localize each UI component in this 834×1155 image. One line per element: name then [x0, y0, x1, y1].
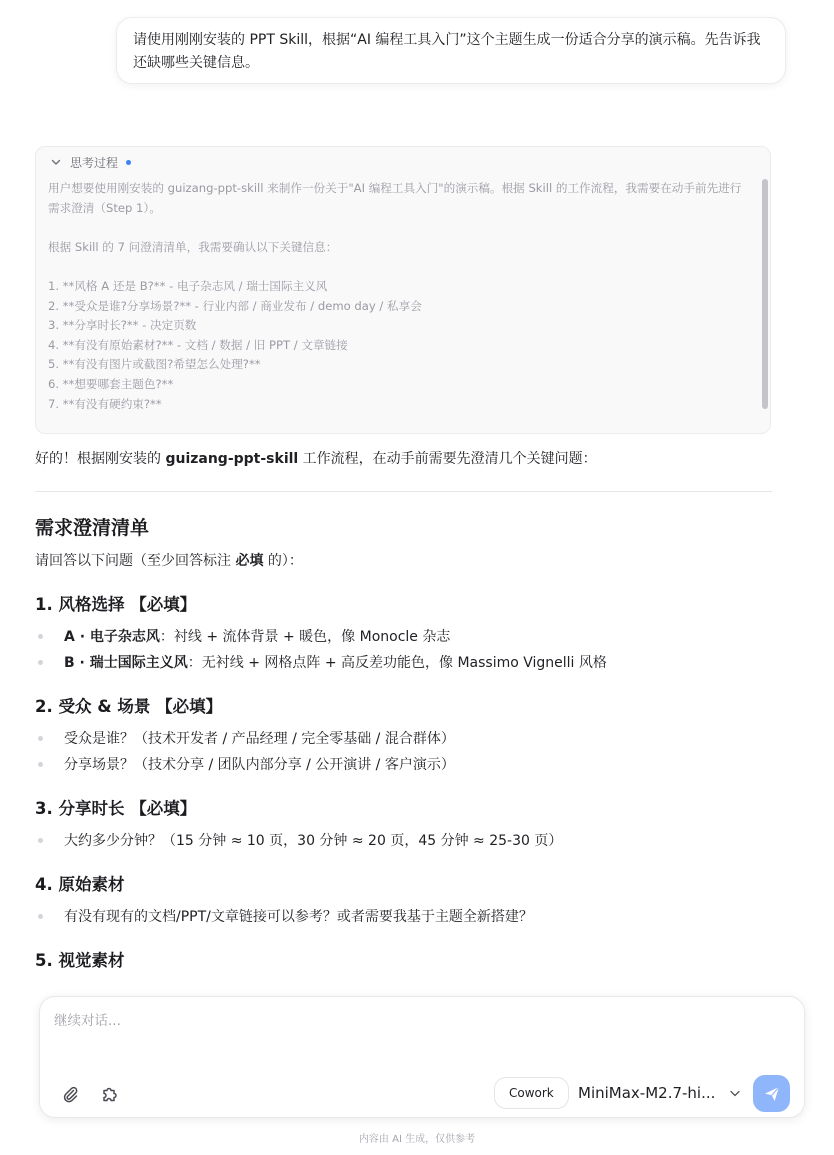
reply-intro	[35, 447, 775, 471]
thinking-line: 根据 Skill 的 7 问澄清清单，我需要确认以下关键信息：	[48, 239, 338, 254]
thinking-gap	[48, 257, 742, 277]
list-item	[35, 906, 533, 926]
thinking-line: 4. **有没有原始素材?** - 文档 / 数据 / 旧 PPT / 文章链接	[48, 337, 348, 352]
list-item-text: 分享场景？（技术分享 / 团队内部分享 / 公开演讲 / 客户演示）	[64, 757, 455, 773]
section-heading: 5. 视觉素材	[35, 951, 125, 970]
bullet-dot	[38, 634, 43, 639]
thinking-status-dot	[126, 160, 131, 165]
thinking-line: 2. **受众是谁?分享场景?** - 行业内部 / 商业发布 / demo day / 私享会	[48, 298, 422, 313]
bullet-dot	[38, 736, 43, 741]
message-input[interactable]	[54, 1009, 774, 1049]
list-item-text: ：衬线 + 流体背景 + 暖色，像 Monocle 杂志	[159, 629, 451, 645]
list-item-text: ：无衬线 + 网格点阵 + 高反差功能色，像 Massimo Vignelli 风格	[187, 655, 607, 671]
model-label: MiniMax-M2.7-hi...	[578, 1084, 716, 1102]
bullet-dot	[38, 660, 43, 665]
thinking-line: 1. **风格 A 还是 B?** - 电子杂志风 / 瑞士国际主义风	[48, 278, 328, 293]
list-item-text: 有没有现有的文档/PPT/文章链接可以参考？或者需要我基于主题全新搭建？	[64, 909, 533, 925]
thinking-label: 思考过程	[70, 155, 119, 170]
instruction-required: 必填	[235, 553, 264, 569]
model-selector[interactable]	[578, 1081, 741, 1105]
thinking-scrollbar[interactable]	[762, 179, 768, 409]
reply-intro-prefix: 好的！根据刚安装的	[35, 451, 166, 467]
chevron-down-icon	[50, 156, 62, 168]
list-item	[35, 626, 450, 646]
list-item	[35, 652, 607, 672]
cowork-button[interactable]: Cowork	[494, 1077, 569, 1109]
thinking-line: 用户想要使用刚安装的 guizang-ppt-skill 来制作一份关于"AI 编程工具入门"的演示稿。根据 Skill 的工作流程，我需要在动手前先进行需求澄清（Step 1）。	[48, 181, 742, 215]
chevron-down-icon	[729, 1087, 741, 1099]
thinking-toggle[interactable]	[36, 147, 770, 177]
thinking-gap	[48, 218, 742, 238]
send-icon	[763, 1085, 781, 1103]
instruction-prefix: 请回答以下问题（至少回答标注	[35, 553, 236, 569]
list-item	[35, 728, 455, 748]
checklist-title: 需求澄清清单	[35, 517, 150, 539]
section-heading: 4. 原始素材	[35, 875, 125, 894]
checklist-instruction	[35, 550, 303, 570]
thinking-line: 3. **分享时长?** - 决定页数	[48, 318, 197, 333]
paperclip-icon[interactable]	[60, 1084, 80, 1104]
list-item	[35, 754, 455, 774]
chat-composer	[39, 996, 805, 1118]
thinking-panel	[35, 146, 771, 434]
list-item-text: 受众是谁？（技术开发者 / 产品经理 / 完全零基础 / 混合群体）	[64, 731, 455, 747]
thinking-content	[36, 177, 770, 414]
section-heading: 1. 风格选择 【必填】	[35, 595, 197, 614]
skill-name: guizang-ppt-skill	[165, 451, 299, 467]
list-item-text: 大约多少分钟？（15 分钟 ≈ 10 页，30 分钟 ≈ 20 页，45 分钟 ≈ 25-30 页）	[64, 833, 563, 849]
puzzle-icon[interactable]	[100, 1084, 120, 1104]
user-message-bubble	[116, 17, 786, 84]
user-message-text: 请使用刚刚安装的 PPT Skill，根据“AI 编程工具入门”这个主题生成一份适合分享的演示稿。先告诉我还缺哪些关键信息。	[133, 32, 761, 71]
bullet-dot	[38, 838, 43, 843]
list-item-bold: A · 电子杂志风	[64, 629, 160, 645]
reply-intro-suffix: 工作流程，在动手前需要先澄清几个关键问题：	[298, 451, 597, 467]
disclaimer-note: 内容由 AI 生成，仅供参考	[358, 1134, 476, 1145]
section-divider	[35, 491, 772, 492]
instruction-suffix: 的）：	[263, 553, 303, 569]
thinking-line: 5. **有没有图片或截图?希望怎么处理?**	[48, 357, 261, 372]
bullet-dot	[38, 762, 43, 767]
section-heading: 2. 受众 & 场景 【必填】	[35, 697, 223, 716]
send-button[interactable]	[753, 1075, 790, 1112]
bullet-dot	[38, 914, 43, 919]
section-heading: 3. 分享时长 【必填】	[35, 799, 197, 818]
thinking-line: 6. **想要哪套主题色?**	[48, 376, 174, 391]
list-item-bold: B · 瑞士国际主义风	[64, 655, 188, 671]
list-item	[35, 830, 562, 850]
thinking-line: 7. **有没有硬约束?**	[48, 396, 162, 411]
